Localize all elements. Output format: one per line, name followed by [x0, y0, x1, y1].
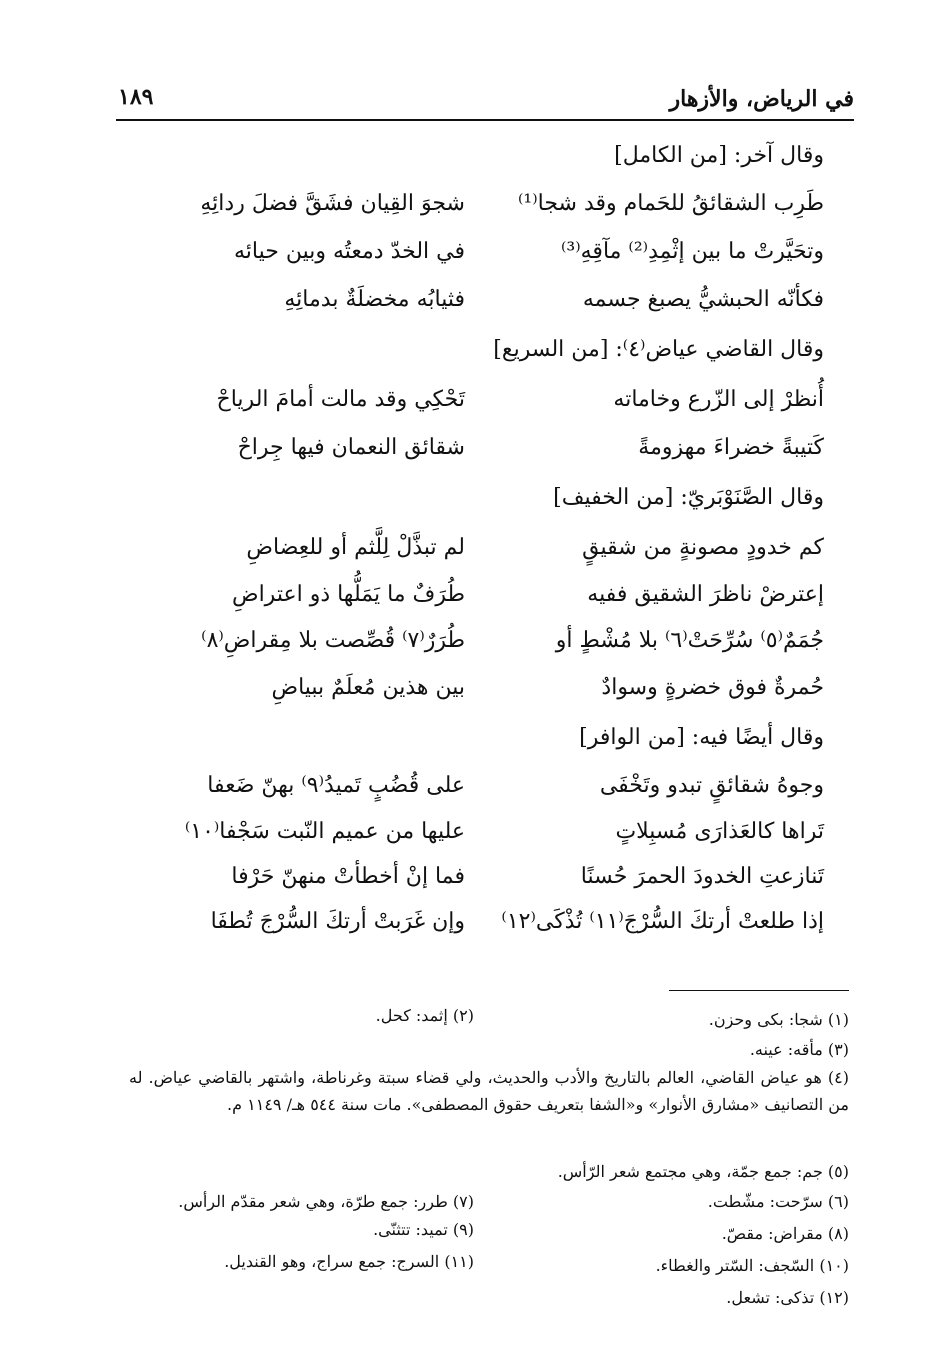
verse-second-hemistich: شجوَ القِيان فشَقَّ فضلَ ردائِهِ	[200, 191, 465, 216]
footnote: (٤) هو عياض القاضي، العالم بالتاريخ والأدب والحديث، ولي قضاء سبتة وغرناطة، واشتهر بالقاضي عياض. له من التصانيف «مشارق الأنوار» و«الشفا بتعريف حقوق المصطفى». مات سنة ٥٤٤ هـ/ ١١٤٩ م.	[129, 1068, 849, 1114]
footnote: (١٢) تذكى: تشعل.	[726, 1288, 849, 1307]
verse-first-hemistich: كم خدودٍ مصونةٍ من شقيقٍ	[582, 535, 824, 560]
verse-first-hemistich: فكأنّه الحبشيُّ يصبغ جسمه	[582, 287, 824, 312]
footnote: (٥) جم: جمع جمّة، وهي مجتمع شعر الرّأس.	[557, 1162, 849, 1181]
poem-intro: وقال الصَّنَوْبَريّ: [من الخفيف]	[553, 485, 824, 510]
verse-first-hemistich: إعترضْ ناظرَ الشقيق ففيه	[587, 582, 824, 607]
verse-first-hemistich: جُمَمٌ⁽٥⁾ سُرِّحَتْ⁽٦⁾ بلا مُشْطٍ أو	[555, 628, 824, 653]
footnote-divider	[669, 990, 849, 991]
verse-first-hemistich: تَراها كالعَذارَى مُسبِلاتٍ	[615, 819, 824, 844]
footnote: (٣) مأقه: عينه.	[749, 1040, 849, 1059]
poem-intro: وقال أيضًا فيه: [من الوافر]	[579, 725, 824, 750]
page-number: ١٨٩	[118, 84, 154, 110]
footnote: (٨) مقراض: مقصّ.	[721, 1224, 849, 1243]
verse-first-hemistich: أُنظرْ إلى الزّرع وخاماته	[613, 387, 824, 412]
verse-second-hemistich: عليها من عميم النّبت سَجْفا⁽١٠⁾	[184, 819, 465, 844]
footnote: (٢) إثمد: كحل.	[375, 1006, 474, 1025]
verse-first-hemistich: طَرِب الشقائقُ للحَمام وقد شجا⁽¹⁾	[518, 191, 824, 216]
verse-second-hemistich: بين هذين مُعلَمٌ ببياضِ	[271, 675, 465, 700]
footnote: (٩) تميد: تتثنّى.	[373, 1220, 474, 1239]
verse-second-hemistich: فثيابُه مخضلَةٌ بدمائِهِ	[284, 287, 465, 312]
verse-second-hemistich: شقائق النعمان فيها جِراحْ	[237, 435, 465, 460]
verse-second-hemistich: على قُضُبٍ تَميدُ⁽٩⁾ بهنّ ضَعفا	[207, 773, 465, 798]
verse-second-hemistich: تَحْكِي وقد مالت أمامَ الرياحْ	[216, 387, 465, 412]
verse-second-hemistich: وإن غَرَبتْ أرتكَ السُّرْجَ تُطفَا	[210, 909, 465, 934]
verse-second-hemistich: طُرَرٌ⁽٧⁾ قُصِّصت بلا مِقراضِ⁽٨⁾	[201, 628, 465, 653]
verse-second-hemistich: طُرَفٌ ما يَمَلُّها ذو اعتراضِ	[231, 582, 465, 607]
verse-first-hemistich: إذا طلعتْ أرتكَ السُّرْجَ⁽١١⁾ تُذْكَى⁽١٢⁾	[501, 909, 824, 934]
footnote: (٧) طرر: جمع طرّة، وهي شعر مقدّم الرأس.	[178, 1192, 474, 1211]
footnote: (١١) السرج: جمع سراج، وهو القنديل.	[224, 1252, 474, 1271]
verse-first-hemistich: كَتيبةً خضراءَ مهزومةً	[638, 435, 824, 460]
verse-second-hemistich: فما إنْ أخطأتْ منهنّ حَرْفا	[231, 864, 465, 889]
footnote: (١) شجا: بكى وحزن.	[708, 1010, 849, 1029]
verse-second-hemistich: في الخدّ دمعتُه وبين حيائه	[233, 239, 465, 264]
footnote: (٦) سرّحت: مشّطت.	[707, 1192, 849, 1211]
verse-first-hemistich: تَنازعتِ الخدودَ الحمرَ حُسنًا	[580, 864, 824, 889]
header-divider	[116, 119, 854, 121]
verse-first-hemistich: وتحَيَّرتْ ما بين إثْمِدِ⁽²⁾ مآقِهِ⁽³⁾	[561, 239, 824, 264]
poem-intro: وقال آخر: [من الكامل]	[614, 143, 824, 168]
poem-intro: وقال القاضي عياض⁽٤⁾: [من السريع]	[493, 337, 824, 362]
footnote: (١٠) السّجف: السّتر والغطاء.	[655, 1256, 849, 1275]
verse-first-hemistich: وجوهُ شقائقٍ تبدو وتَخْفَى	[599, 773, 824, 798]
running-header-title: في الرياض، والأزهار	[669, 86, 854, 112]
verse-first-hemistich: حُمرةٌ فوق خضرةٍ وسوادٌ	[601, 675, 824, 700]
verse-second-hemistich: لم تبذَّلْ لِلَّثم أو للعِضاضِ	[246, 535, 465, 560]
